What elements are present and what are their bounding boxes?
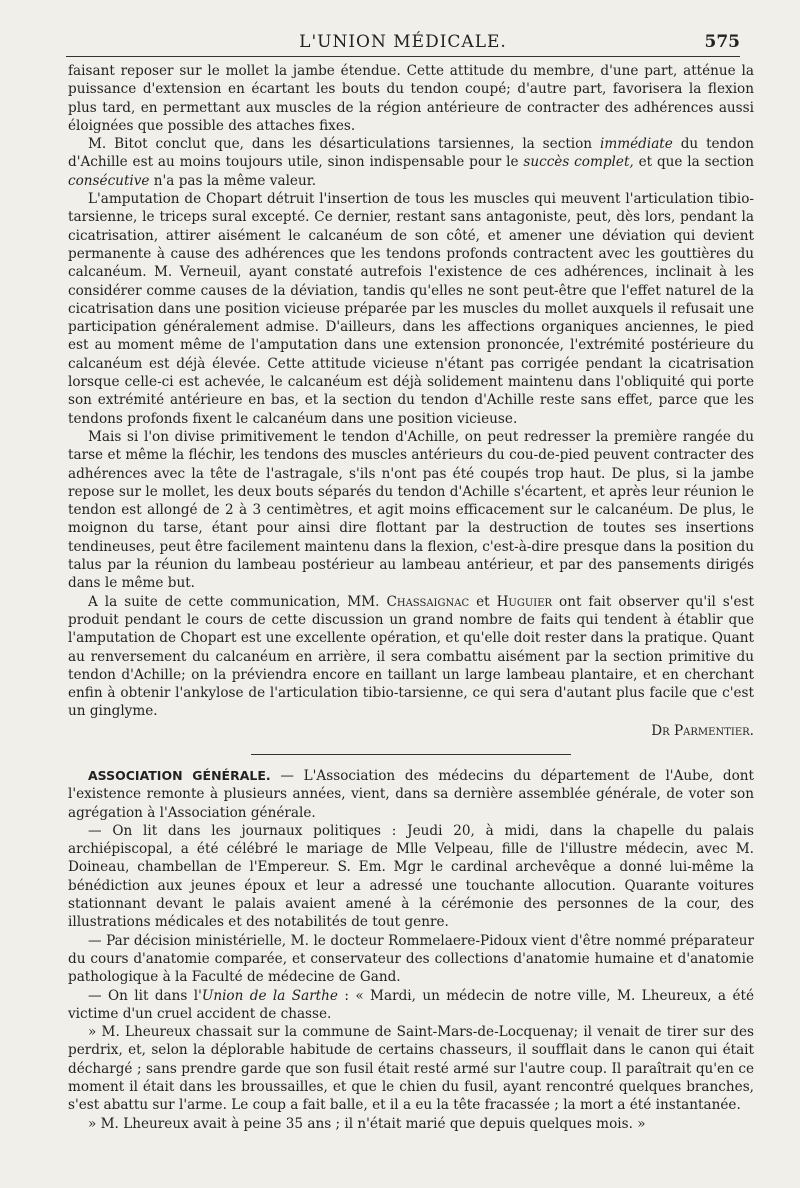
paragraph: » M. Lheureux chassait sur la commune de Saint-Mars-de-Locquenay; il venait de tirer sur des perdrix, et, selon la déplorable habitude de certains chasseurs, il soufflait dans le canon qui était déchargé ; sans prendre garde que son fusil était resté armé sur l'autre coup. Il paraîtrait qu'en ce moment il était dans les broussailles, et que le chien du fusil, ayant rencontré quelques branches, s'est abattu sur l'arme. Le coup a fait balle, et il a eu la tête fracassée ; la mort a été instantanée.: [68, 1024, 754, 1114]
text-run: du tendon d'Achille est au moins toujours utile, sinon indispensable pour le: [68, 136, 754, 171]
text-run: A la suite de cette communication, MM.: [88, 593, 387, 610]
italic-run: succès complet,: [523, 154, 634, 171]
paragraph: faisant reposer sur le mollet la jambe étendue. Cette attitude du membre, d'une part, atténue la puissance d'extension en écartant les bouts du tendon coupé; d'autre part, favorisera la flexion plus tard, en permettant aux muscles de la région antérieure de contracter des adhérences aussi éloignées que possible des attaches fixes.: [68, 63, 754, 134]
paragraph: [68, 987, 754, 1024]
paragraph: [68, 135, 754, 190]
text-run: : « Mardi, un médecin de notre ville, M. Lheureux, a été victime d'un cruel accident de chasse.: [68, 987, 754, 1022]
paragraph: L'amputation de Chopart détruit l'insertion de tous les muscles qui meuvent l'articulation tibio-tarsienne, le triceps sural excepté. Ce dernier, restant sans antagoniste, peut, dès lors, pendant la cicatrisation, attirer aisément le calcanéum de son côté, et amener une déviation qui devient permanente à cause des adhérences que les tendons profonds contractent avec les gouttières du calcanéum. M. Verneuil, ayant constaté autrefois l'existence de ces adhérences, inclinait à les considérer comme causes de la déviation, tandis qu'elles ne sont peut-être que l'effet naturel de la cicatrisation dans une position vicieuse préparée par les muscles du mollet auxquels il refusait une participation généralement admise. D'ailleurs, dans les affections organiques anciennes, le pied est au moment même de l'amputation dans une extension prononcée, l'extrémité postérieure du calcanéum est déjà élevée. Cette attitude vicieuse n'étant pas corrigée pendant la cicatrisation lorsque celle-ci est achevée, le calcanéum est déjà solidement maintenu dans l'obliquité qui porte son extrémité antérieure en bas, et la section du tendon d'Achille reste sans effet, parce que les tendons profonds fixent le calcanéum dans une position vicieuse.: [68, 191, 754, 427]
text-run: et que la section: [633, 154, 754, 171]
small-caps-run: Chassaignac: [386, 593, 470, 610]
paragraph: [68, 593, 754, 721]
running-header: [66, 26, 740, 57]
paragraph: » M. Lheureux avait à peine 35 ans ; il n'était marié que depuis quelques mois. »: [88, 1115, 646, 1132]
text-run: n'a pas la même valeur.: [149, 172, 317, 189]
text-run: M. Bitot conclut que, dans les désarticulations tarsiennes, la section: [88, 136, 600, 153]
journal-title: L'UNION MÉDICALE.: [299, 32, 507, 52]
section-lead: ASSOCIATION GÉNÉRALE.: [88, 767, 271, 783]
paragraph: Mais si l'on divise primitivement le tendon d'Achille, on peut redresser la première rangée du tarse et même la fléchir, les tendons des muscles antérieurs du cou-de-pied peuvent contracter des adhérences avec la tête de l'astragale, s'ils n'ont pas été coupés trop haut. De plus, si la jambe repose sur le mollet, les deux bouts séparés du tendon d'Achille s'écartent, et après leur réunion le tendon est allongé de 2 à 3 centimètres, et agit moins efficacement sur le calcanéum. De plus, le moignon du tarse, étant pour ainsi dire flottant par la destruction de toutes ses insertions tendineuses, peut être facilement maintenu dans la flexion, c'est-à-dire presque dans la position du talus par la réunion du lambeau postérieur au lambeau antérieur, et par des pansements dirigés dans le même but.: [68, 428, 754, 592]
paragraph: — Par décision ministérielle, M. le docteur Rommelaere-Pidoux vient d'être nommé préparateur du cours d'anatomie comparée, et conservateur des collections d'anatomie humaine et d'anatomie pathologique à la Faculté de médecine de Gand.: [68, 932, 754, 986]
text-run: et: [469, 593, 497, 610]
italic-run: consécutive: [68, 172, 150, 189]
section-divider: [251, 754, 571, 755]
article-body: [68, 62, 754, 1133]
paragraph: — On lit dans les journaux politiques : Jeudi 20, à midi, dans la chapelle du palais archiépiscopal, a été célébré le mariage de Mlle Velpeau, fille de l'illustre médecin, avec M. Doineau, chambellan de l'Empereur. S. Em. Mgr le cardinal archevêque a donné lui-même la bénédiction aux jeunes époux et leur a adressé une touchante allocution. Quarante voitures stationnant devant le palais avaient amené à la cérémonie des personnes de la cour, des illustrations médicales et des notabilités de tout genre.: [68, 822, 754, 931]
paragraph: [68, 767, 754, 822]
text-run: — On lit dans l': [88, 987, 202, 1004]
small-caps-run: Huguier: [496, 593, 553, 610]
author-signature: Dr Parmentier.: [651, 722, 754, 739]
page-number: 575: [704, 32, 740, 52]
text-run: ont fait observer qu'il s'est produit pendant le cours de cette discussion un grand nombre de faits qui tendent à établir que l'amputation de Chopart est une excellente opération, et qu'elle doit rester dans la pratique. Quant au renversement du calcanéum en arrière, il sera combattu aisément par la section primitive du tendon d'Achille; on la préviendra encore en taillant un large lambeau plantaire, et en cherchant enfin à obtenir l'ankylose de l'articulation tibio-tarsienne, ce qui sera d'autant plus facile que c'est un ginglyme.: [68, 593, 754, 720]
text-run: — L'Association des médecins du département de l'Aube, dont l'existence remonte à plusieurs années, vient, dans sa dernière assemblée générale, de voter son agrégation à l'Association générale.: [68, 767, 754, 821]
italic-run: Union de la Sarthe: [201, 987, 338, 1004]
italic-run: immédiate: [599, 136, 673, 153]
